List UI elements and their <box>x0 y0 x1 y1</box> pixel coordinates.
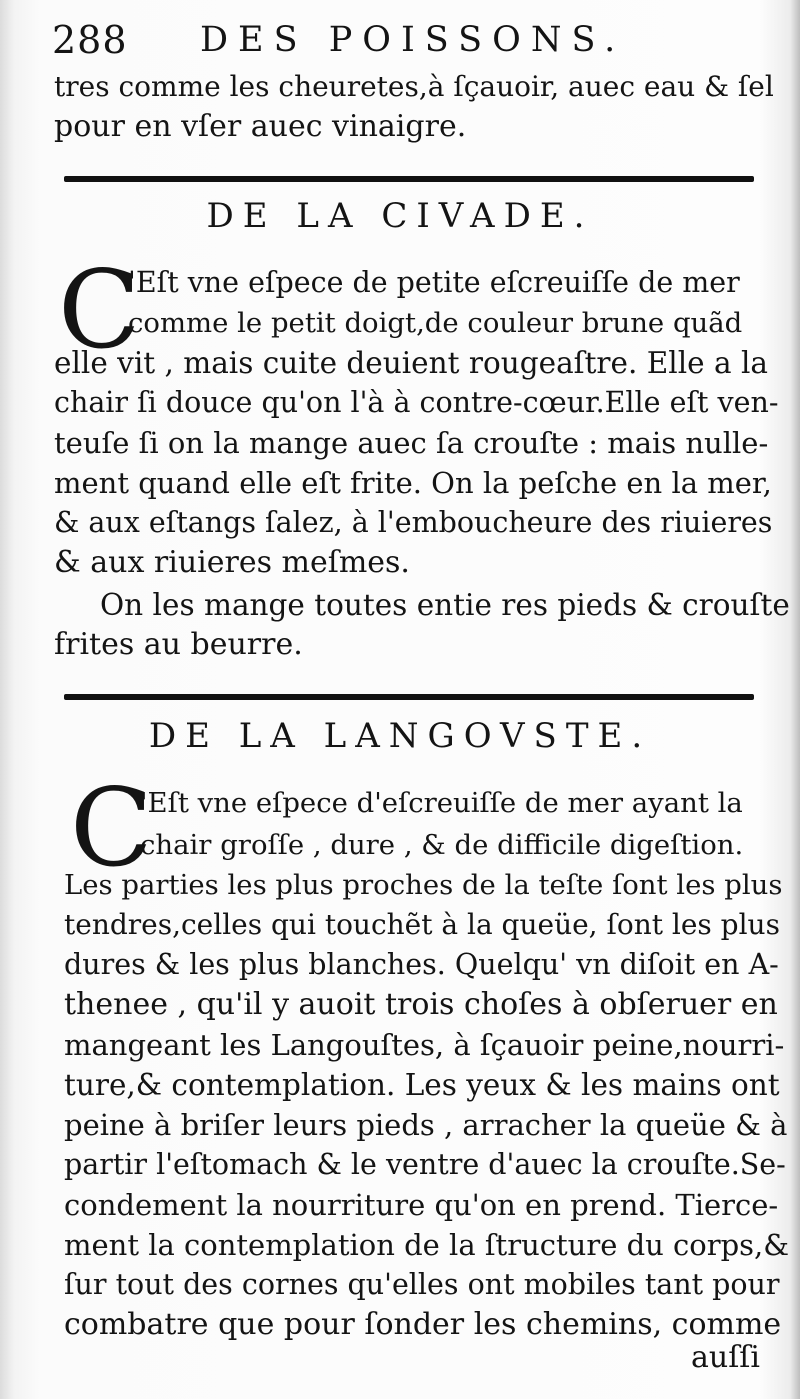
paragraph-line: teuſe ſi on la mange auec ſa crouſte : mais nulle- <box>54 426 769 460</box>
paragraph-line: ment la contemplation de la ſtructure du corps,& <box>64 1228 790 1262</box>
paragraph-line: tendres,celles qui touchẽt à la queüe, ſont les plus <box>64 908 780 941</box>
catchword: auſſi <box>690 1340 760 1375</box>
paragraph-line: elle vit , mais cuite deuient rougeaſtre. Elle a la <box>54 346 768 380</box>
paragraph-line: mangeant les Langouſtes, à ſçauoir peine,nourri- <box>64 1028 785 1062</box>
drop-cap-langouste: C <box>70 766 153 891</box>
drop-cap-civade: C <box>58 248 141 373</box>
paragraph-line: dures & les plus blanches. Quelqu' vn diſoit en A- <box>64 948 779 981</box>
section-rule <box>64 176 754 182</box>
paragraph-line: condement la nourriture qu'on en prend. Tierce- <box>64 1188 779 1222</box>
section-heading-civade: DE LA CIVADE. <box>206 196 594 236</box>
paragraph-line: & aux riuieres meſmes. <box>54 545 410 580</box>
paragraph-line: 'Eſt vne eſpece d'eſcreuiſſe de mer ayant la <box>140 787 743 819</box>
intro-line: tres comme les cheuretes,à ſçauoir, auec eau & ſel <box>54 70 774 103</box>
paragraph-line: comme le petit doigt,de couleur brune quãd <box>128 307 743 339</box>
paragraph-line: & aux eſtangs ſalez, à l'emboucheure des riuieres <box>54 506 773 539</box>
paragraph-line: ture,& contemplation. Les yeux & les mains ont <box>64 1068 780 1102</box>
section-heading-langouste: DE LA LANGOVSTE. <box>148 716 652 756</box>
running-head: DES POISSONS. <box>200 20 626 60</box>
page-number: 288 <box>52 18 128 62</box>
paragraph-line: thenee , qu'il y auoit trois choſes à obſeruer en <box>64 987 778 1022</box>
paragraph-line: 'Eſt vne eſpece de petite eſcreuiſſe de mer <box>128 266 740 299</box>
paragraph-line: ſur tout des cornes qu'elles ont mobiles tant pour <box>64 1268 780 1301</box>
section-rule <box>64 694 754 700</box>
page-header <box>50 14 770 64</box>
paragraph-line: chair groſſe , dure , & de difficile digeſtion. <box>140 829 744 861</box>
paragraph-line: Les parties les plus proches de la teſte ſont les plus <box>64 869 783 901</box>
paragraph-line: partir l'eſtomach & le ventre d'auec la crouſte.Se- <box>64 1148 786 1181</box>
paragraph-line: ment quand elle eſt frite. On la peſche en la mer, <box>54 466 772 500</box>
paragraph-line: On les mange toutes entie res pieds & crouſte <box>100 588 790 622</box>
paragraph-line: combatre que pour ſonder les chemins, comme <box>64 1307 782 1342</box>
paragraph-line: chair ſi douce qu'on l'à à contre-cœur.Elle eſt ven- <box>54 386 779 419</box>
intro-line: pour en vſer auec vinaigre. <box>54 109 467 144</box>
paragraph-line: frites au beurre. <box>54 627 303 662</box>
paragraph-line: peine à briſer leurs pieds , arracher la queüe & à <box>64 1108 788 1142</box>
